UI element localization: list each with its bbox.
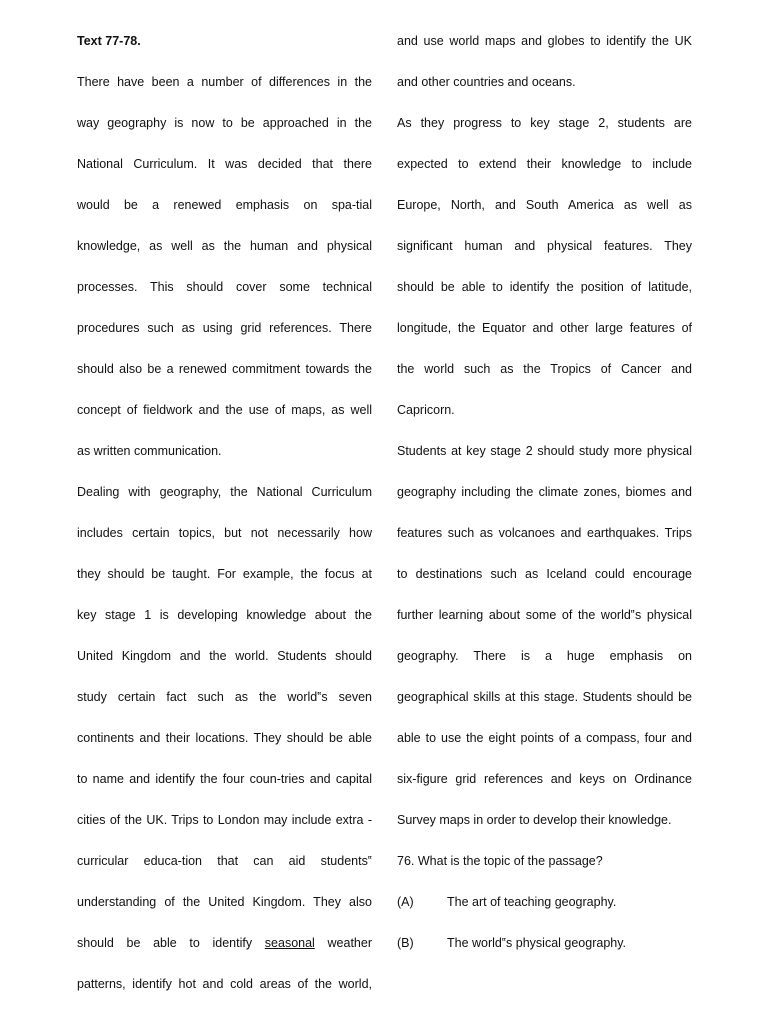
text-line: to name and identify the four coun-tries and capital <box>77 772 372 786</box>
text-line: As they progress to key stage 2, students are <box>397 116 692 130</box>
question-text: What is the topic of the passage? <box>417 854 603 868</box>
text-line: cities of the UK. Trips to London may include extra - <box>77 813 372 827</box>
text-line: they should be taught. For example, the focus at <box>77 567 372 581</box>
text-line: Students at key stage 2 should study more physical <box>397 444 692 458</box>
text-line: geography. There is a huge emphasis on <box>397 649 692 663</box>
text-line: concept of fieldwork and the use of maps, as well <box>77 403 372 417</box>
text-line: geography including the climate zones, biomes and <box>397 485 692 499</box>
question-76 <box>397 851 692 871</box>
text-line: knowledge, as well as the human and physical <box>77 239 372 253</box>
underlined-word: seasonal <box>264 936 315 950</box>
text-line: the world such as the Tropics of Cancer and <box>397 362 692 376</box>
text-line: should also be a renewed commitment towards the <box>77 362 372 376</box>
text-line: study certain fact such as the world‟s seven <box>77 690 372 704</box>
text-line: National Curriculum. It was decided that there <box>77 157 372 171</box>
text-fragment: should be able to identify <box>77 936 265 950</box>
text-line: able to use the eight points of a compass, four and <box>397 731 692 745</box>
text-line: United Kingdom and the world. Students should <box>77 649 372 663</box>
option-text: The world‟s physical geography. <box>447 936 627 950</box>
option-label: (B) <box>397 936 414 950</box>
text-line: patterns, identify hot and cold areas of the world, <box>77 977 372 991</box>
text-line: Europe, North, and South America as well as <box>397 198 692 212</box>
text-line-seasonal <box>77 933 372 953</box>
text-line: significant human and physical features. They <box>397 239 692 253</box>
text-fragment: weather <box>314 936 372 950</box>
text-line: Dealing with geography, the National Curriculum <box>77 485 372 499</box>
passage-title: Text 77-78. <box>77 34 141 48</box>
option-label: (A) <box>397 895 414 909</box>
text-line: Survey maps in order to develop their knowledge. <box>397 813 672 827</box>
text-line: should be able to identify the position of latitude, <box>397 280 692 294</box>
text-line: expected to extend their knowledge to include <box>397 157 692 171</box>
text-line: further learning about some of the world‟s physical <box>397 608 692 622</box>
text-line: processes. This should cover some technical <box>77 280 372 294</box>
question-number: 76. <box>397 854 415 868</box>
text-line: and other countries and oceans. <box>397 75 576 89</box>
answer-option-a <box>397 892 692 912</box>
text-line: Capricorn. <box>397 403 455 417</box>
text-line: to destinations such as Iceland could encourage <box>397 567 692 581</box>
option-text: The art of teaching geography. <box>447 895 617 909</box>
answer-option-b <box>397 933 692 953</box>
text-line: and use world maps and globes to identify the UK <box>397 34 692 48</box>
text-line: features such as volcanoes and earthquakes. Trips <box>397 526 692 540</box>
text-line: longitude, the Equator and other large features of <box>397 321 692 335</box>
text-line: way geography is now to be approached in the <box>77 116 372 130</box>
text-line: key stage 1 is developing knowledge about the <box>77 608 372 622</box>
text-line: includes certain topics, but not necessarily how <box>77 526 372 540</box>
text-line: understanding of the United Kingdom. They also <box>77 895 372 909</box>
text-line: would be a renewed emphasis on spa-tial <box>77 198 372 212</box>
text-line: There have been a number of differences in the <box>77 75 372 89</box>
text-line: as written communication. <box>77 444 222 458</box>
text-line: continents and their locations. They should be able <box>77 731 372 745</box>
text-line: procedures such as using grid references. There <box>77 321 372 335</box>
text-line: geographical skills at this stage. Students should be <box>397 690 692 704</box>
text-line: curricular educa-tion that can aid students‟ <box>77 854 372 868</box>
text-line: six-figure grid references and keys on Ordinance <box>397 772 692 786</box>
